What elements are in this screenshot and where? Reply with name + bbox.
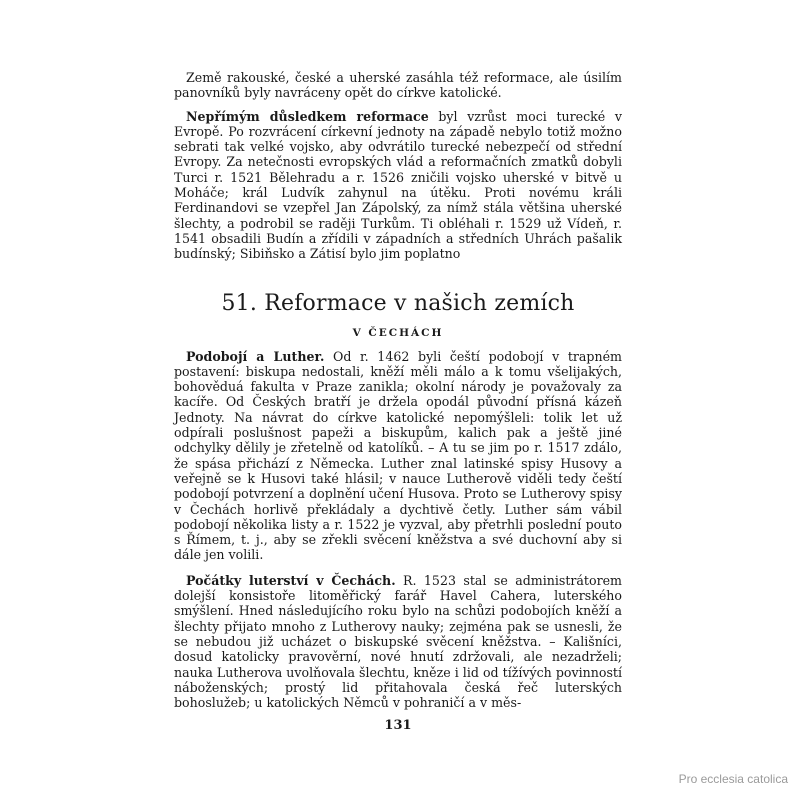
- paragraph-body: byl vzrůst moci turecké v Evropě. Po rozvrácení církevní jednoty na západě nebylo totiž možno sebrati tak velké vojsko, aby odvrátilo turecké nebezpečí od střední Evropy. Za netečnosti evropských vlád a reformačních zmatků dobyli Turci r. 1521 Bělehradu a r. 1526 zničili vojsko uherské v bitvě u Moháče; král Ludvík zahynul na útěku. Proti novému králi Ferdinandovi se vzepřel Jan Zápolský, za nímž stála většina uherské šlechty, a podrobil se raději Turkům. Ti obléhali r. 1529 už Vídeň, r. 1541 obsadili Budín a zřídili v západních a středních Uhrách pašalik budínský; Sibiňsko a Zátisí bylo jim poplatno: [174, 108, 622, 262]
- page-number: 131: [384, 718, 412, 734]
- paragraph-lead: Podobojí a Luther.: [186, 348, 325, 364]
- paragraph-lead: Nepřímým důsledkem reformace: [186, 108, 429, 124]
- paragraph-body: R. 1523 stal se administrátorem dolejší konsistoře litoměřický farář Havel Cahera, luterského smýšlení. Hned následujícího roku bylo na schůzi podobojích kněží a šlechty přijato mnoho z Lutherovy nauky; zejména pak se usnesli, že se nebudou již ucházet o biskupské svěcení kněžstva. – Kališníci, dosud katolicky pravověrní, nové hnutí zdržovali, ale nezadrželi; nauka Lutherova uvolňovala šlechtu, kněze i lid od tížívých povinností náboženských; prostý lid přitahovala česká řeč luterských bohoslužeb; u katolických Němců v pohraničí a v měs-: [174, 572, 622, 711]
- paragraph-luther: [174, 349, 622, 563]
- paragraph-lead: Počátky luterství v Čechách.: [186, 572, 396, 588]
- paragraph-turks: [174, 109, 622, 262]
- paragraph-intro: Země rakouské, české a uherské zasáhla též reformace, ale úsilím panovníků byly navráceny opět do církve katolické.: [174, 70, 622, 101]
- book-page: [174, 70, 622, 733]
- chapter-title: 51. Reformace v našich zemích: [221, 290, 575, 316]
- section-title: V ČECHÁCH: [352, 326, 444, 339]
- paragraph-lutheranism: [174, 573, 622, 711]
- paragraph-body: Od r. 1462 byli čeští podobojí v trapném postavení: biskupa nedostali, kněží měli málo a k tomu všelijakých, bohověduá fakulta v Praze zanikla; okolní národy je považovaly za kacíře. Od Českých bratří je držela opodál původní přísná kázeň Jednoty. Na návrat do církve katolické nepomýšleli: tolik let už odpírali poslušnost papeži a biskupům, kalich pak a ještě jiné odchylky dělily je zřetelně od katolíků. – A tu se jim po r. 1517 zdálo, že spása přichází z Německa. Luther znal latinské spisy Husovy a veřejně se k Husovi také hlásil; v nauce Lutherově viděli tedy čeští podobojí potvrzení a doplnění učení Husova. Proto se Lutherovy spisy v Čechách horlivě překládaly a dychtivě četly. Luther sám vábil podobojí několika listy a r. 1522 je vyzval, aby přetrhli poslední pouto s Římem, t. j., aby se zřekli svěcení kněžstva a své duchovní aby si dále jen volili.: [174, 348, 622, 563]
- watermark: Pro ecclesia catolica: [678, 772, 788, 786]
